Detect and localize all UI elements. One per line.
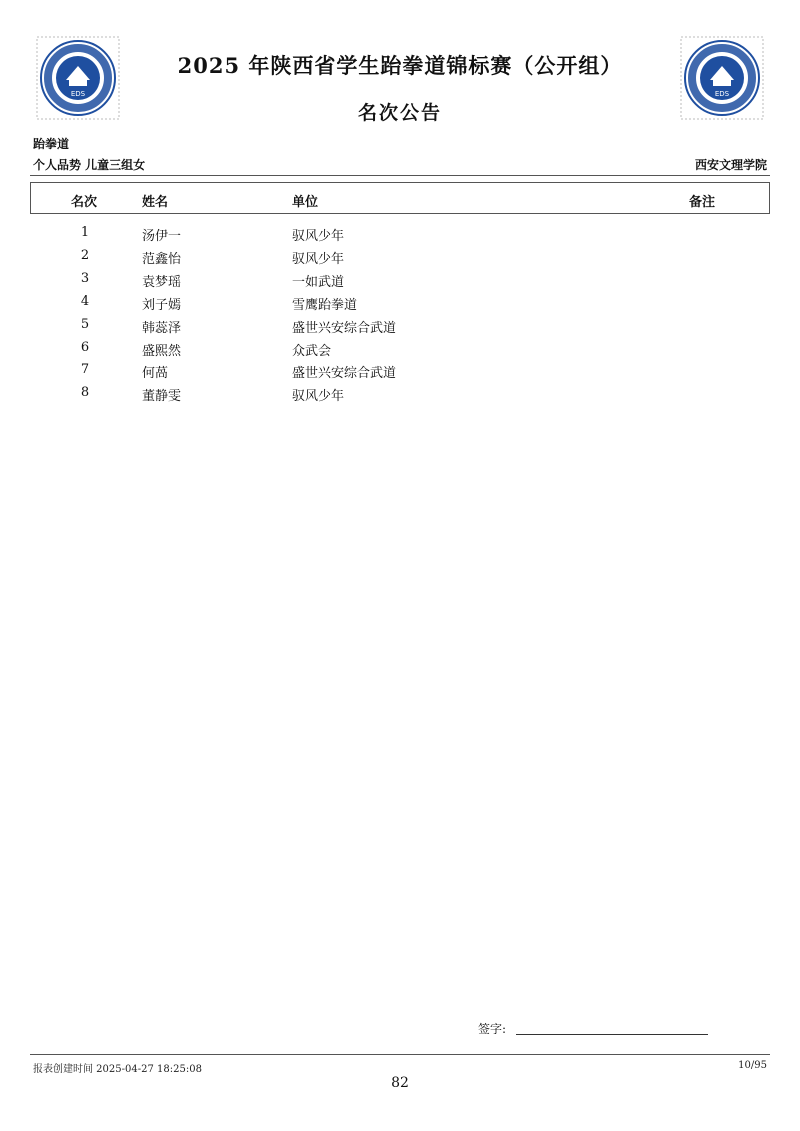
- unit-cell: 雪鹰跆拳道: [292, 298, 358, 313]
- sport-label: 跆拳道: [33, 137, 70, 151]
- page-fraction: 10/95: [738, 1060, 767, 1071]
- rank-cell: 1: [80, 225, 90, 240]
- name-cell: 盛熙然: [142, 344, 182, 359]
- table-row: [0, 362, 800, 382]
- page-title: 2025 年陕西省学生跆拳道锦标赛（公开组）: [177, 53, 623, 78]
- unit-cell: 众武会: [292, 344, 332, 359]
- rank-cell: 5: [80, 317, 90, 332]
- col-unit-header: 单位: [292, 195, 319, 210]
- name-cell: 韩蕊泽: [142, 321, 182, 336]
- svg-text:EDS: EDS: [70, 90, 86, 98]
- signature-label: 签字:: [478, 1022, 507, 1036]
- table-header: [30, 182, 770, 214]
- rank-cell: 2: [80, 248, 90, 263]
- unit-cell: 驭风少年: [292, 252, 345, 267]
- table-row: [0, 385, 800, 405]
- name-cell: 袁梦瑶: [142, 275, 182, 290]
- unit-cell: 盛世兴安综合武道: [292, 321, 397, 336]
- rank-cell: 4: [80, 294, 90, 309]
- svg-text:EDS: EDS: [714, 90, 730, 98]
- header-rule: [30, 175, 770, 176]
- footer-rule: [30, 1054, 770, 1055]
- name-cell: 刘子嫣: [142, 298, 182, 313]
- signature-line: [516, 1034, 708, 1035]
- table-row: [0, 225, 800, 245]
- report-created-time: 报表创建时间 2025-04-27 18:25:08: [33, 1064, 202, 1075]
- event-label: 个人品势 儿童三组女: [33, 158, 146, 172]
- name-cell: 何萵: [142, 366, 169, 381]
- table-row: [0, 271, 800, 291]
- unit-cell: 盛世兴安综合武道: [292, 366, 397, 381]
- unit-cell: 一如武道: [292, 275, 345, 290]
- name-cell: 董静雯: [142, 389, 182, 404]
- col-name-header: 姓名: [142, 195, 169, 210]
- venue-label: 西安文理学院: [694, 158, 767, 172]
- rank-cell: 7: [80, 362, 90, 377]
- rank-cell: 8: [80, 385, 90, 400]
- col-rank-header: 名次: [71, 195, 98, 210]
- unit-cell: 驭风少年: [292, 389, 345, 404]
- unit-cell: 驭风少年: [292, 229, 345, 244]
- table-row: [0, 340, 800, 360]
- col-note-header: 备注: [689, 195, 716, 210]
- table-row: [0, 294, 800, 314]
- table-row: [0, 248, 800, 268]
- rank-cell: 6: [80, 340, 90, 355]
- page-number: 82: [391, 1075, 409, 1091]
- name-cell: 范鑫怡: [142, 252, 182, 267]
- page-subtitle: 名次公告: [357, 102, 442, 124]
- name-cell: 汤伊一: [142, 229, 182, 244]
- rank-cell: 3: [80, 271, 90, 286]
- table-row: [0, 317, 800, 337]
